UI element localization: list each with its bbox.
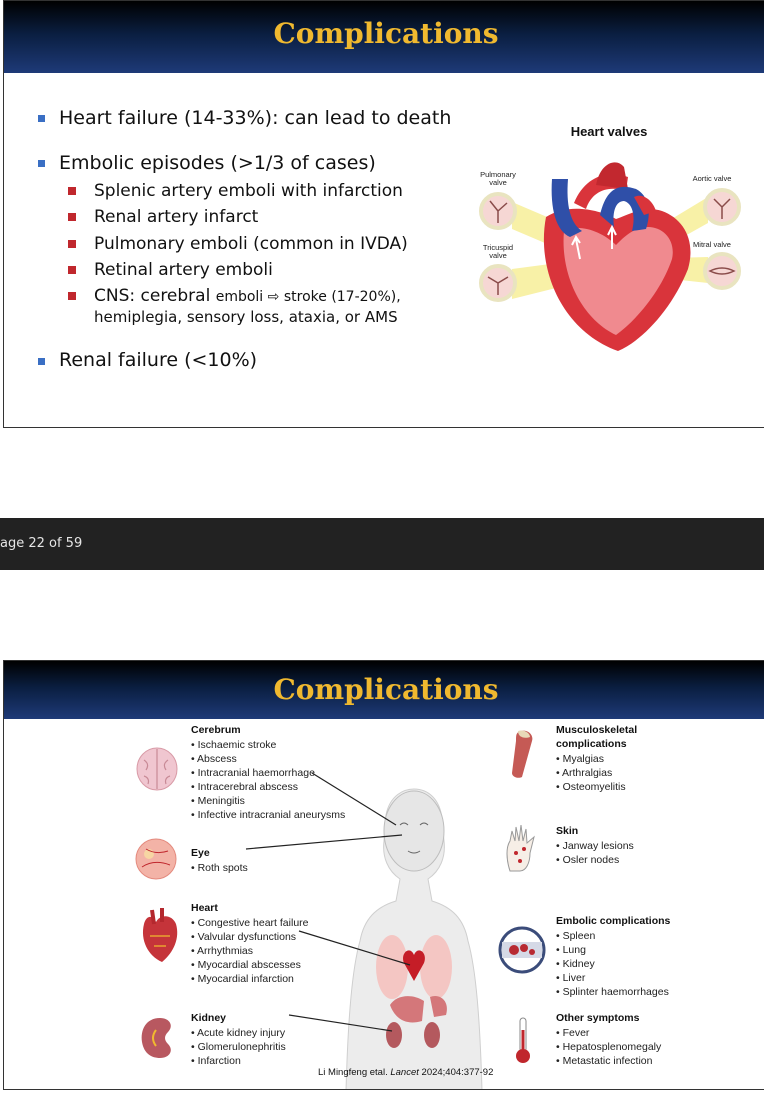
heart-valves-figure <box>466 119 746 377</box>
other-symptoms-title: Other symptoms <box>556 1012 640 1024</box>
citation: Li Mingfeng etal. Lancet 2024;404:377-92 <box>318 1067 494 1078</box>
list-item: • Valvular dysfunctions <box>191 931 297 943</box>
slide-1 <box>3 0 764 428</box>
cerebrum-title: Cerebrum <box>191 724 241 736</box>
sub-bullet-pulmonary: Pulmonary emboli (common in IVDA) <box>94 234 408 254</box>
bullet-heart-failure: Heart failure (14-33%): can lead to death <box>59 107 452 129</box>
list-item: • Lung <box>556 944 586 956</box>
bullet-renal-failure: Renal failure (<10%) <box>59 349 258 371</box>
label-aortic-valve: Aortic valve <box>692 174 732 183</box>
list-item: • Spleen <box>556 930 596 942</box>
list-item: • Meningitis <box>191 795 245 807</box>
list-item: • Intracranial haemorrhage <box>191 767 315 779</box>
embolic-title: Embolic complications <box>556 915 671 927</box>
label-mitral-valve: Mitral valve <box>693 240 731 249</box>
kidney-title: Kidney <box>191 1012 227 1024</box>
page-indicator: age 22 of 59 <box>0 536 83 551</box>
label-pulmonary-valve-2: valve <box>489 178 507 187</box>
label-tricuspid-valve: Tricuspid <box>482 243 514 252</box>
heart-title: Heart <box>191 902 218 914</box>
list-item: • Metastatic infection <box>556 1055 653 1067</box>
sub-bullet-splenic: Splenic artery emboli with infarction <box>94 181 403 201</box>
embolic-list <box>556 929 669 999</box>
list-item: • Janway lesions <box>556 840 634 852</box>
skin-title: Skin <box>556 825 579 837</box>
slide-2 <box>3 660 764 1090</box>
kidney-icon <box>138 1016 178 1060</box>
slide-2-title: Complications <box>273 673 499 706</box>
sub-bullet-marker <box>68 292 76 300</box>
list-item: • Abscess <box>191 753 237 765</box>
musculoskeletal-list <box>556 752 626 794</box>
list-item: • Infarction <box>191 1055 241 1067</box>
musculoskeletal-title-2: complications <box>556 738 627 750</box>
sub-bullet-marker <box>68 240 76 248</box>
bullet-marker <box>38 358 45 365</box>
eye-title: Eye <box>191 847 210 859</box>
list-item: • Kidney <box>556 958 595 970</box>
other-symptoms-list <box>556 1026 661 1068</box>
list-item: • Osteomyelitis <box>556 781 626 793</box>
list-item: • Arrhythmias <box>191 945 254 957</box>
list-item: • Myocardial infarction <box>191 973 294 985</box>
page-indicator-bar <box>0 518 764 570</box>
list-item: • Acute kidney injury <box>191 1027 286 1039</box>
hand-icon <box>502 823 542 873</box>
kidney-list <box>191 1026 286 1068</box>
sub-bullet-marker <box>68 266 76 274</box>
label-tricuspid-valve-2: valve <box>489 251 507 260</box>
bullet-embolic-episodes: Embolic episodes (>1/3 of cases) <box>59 152 376 174</box>
list-item: • Myocardial abscesses <box>191 959 301 971</box>
heart-icon <box>136 906 182 964</box>
list-item: • Fever <box>556 1027 590 1039</box>
label-pulmonary-valve: Pulmonary <box>480 170 516 179</box>
thermometer-icon <box>512 1016 534 1066</box>
list-item: • Osler nodes <box>556 854 620 866</box>
list-item: • Splinter haemorrhages <box>556 986 669 998</box>
list-item: • Intracerebral abscess <box>191 781 298 793</box>
list-item: • Ischaemic stroke <box>191 739 277 751</box>
brain-icon <box>134 746 180 792</box>
muscle-icon <box>504 729 544 781</box>
sub-bullet-cns-cont: hemiplegia, sensory loss, ataxia, or AMS <box>94 308 398 326</box>
sub-bullet-retinal: Retinal artery emboli <box>94 260 273 280</box>
vessel-emboli-icon <box>498 926 546 974</box>
bullet-marker <box>38 160 45 167</box>
heart-list <box>191 916 309 986</box>
figure-title: Heart valves <box>570 124 648 139</box>
list-item: • Myalgias <box>556 753 605 765</box>
eye-icon <box>134 837 178 881</box>
skin-list <box>556 839 634 867</box>
list-item: • Liver <box>556 972 586 984</box>
bullet-marker <box>38 115 45 122</box>
eye-list <box>191 861 248 875</box>
sub-bullet-marker <box>68 187 76 195</box>
sub-bullet-renal: Renal artery infarct <box>94 207 259 227</box>
list-item: • Hepatosplenomegaly <box>556 1041 662 1053</box>
sub-bullet-marker <box>68 213 76 221</box>
list-item: • Glomerulonephritis <box>191 1041 286 1053</box>
cerebrum-list <box>191 738 345 822</box>
list-item: • Arthralgias <box>556 767 613 779</box>
list-item: • Infective intracranial aneurysms <box>191 809 346 821</box>
slide-1-title: Complications <box>273 17 499 50</box>
musculoskeletal-title: Musculoskeletal <box>556 724 638 736</box>
list-item: • Roth spots <box>191 862 248 874</box>
sub-bullet-cns: CNS: cerebral emboli ⇨ stroke (17-20%), <box>94 286 401 306</box>
list-item: • Congestive heart failure <box>191 917 309 929</box>
